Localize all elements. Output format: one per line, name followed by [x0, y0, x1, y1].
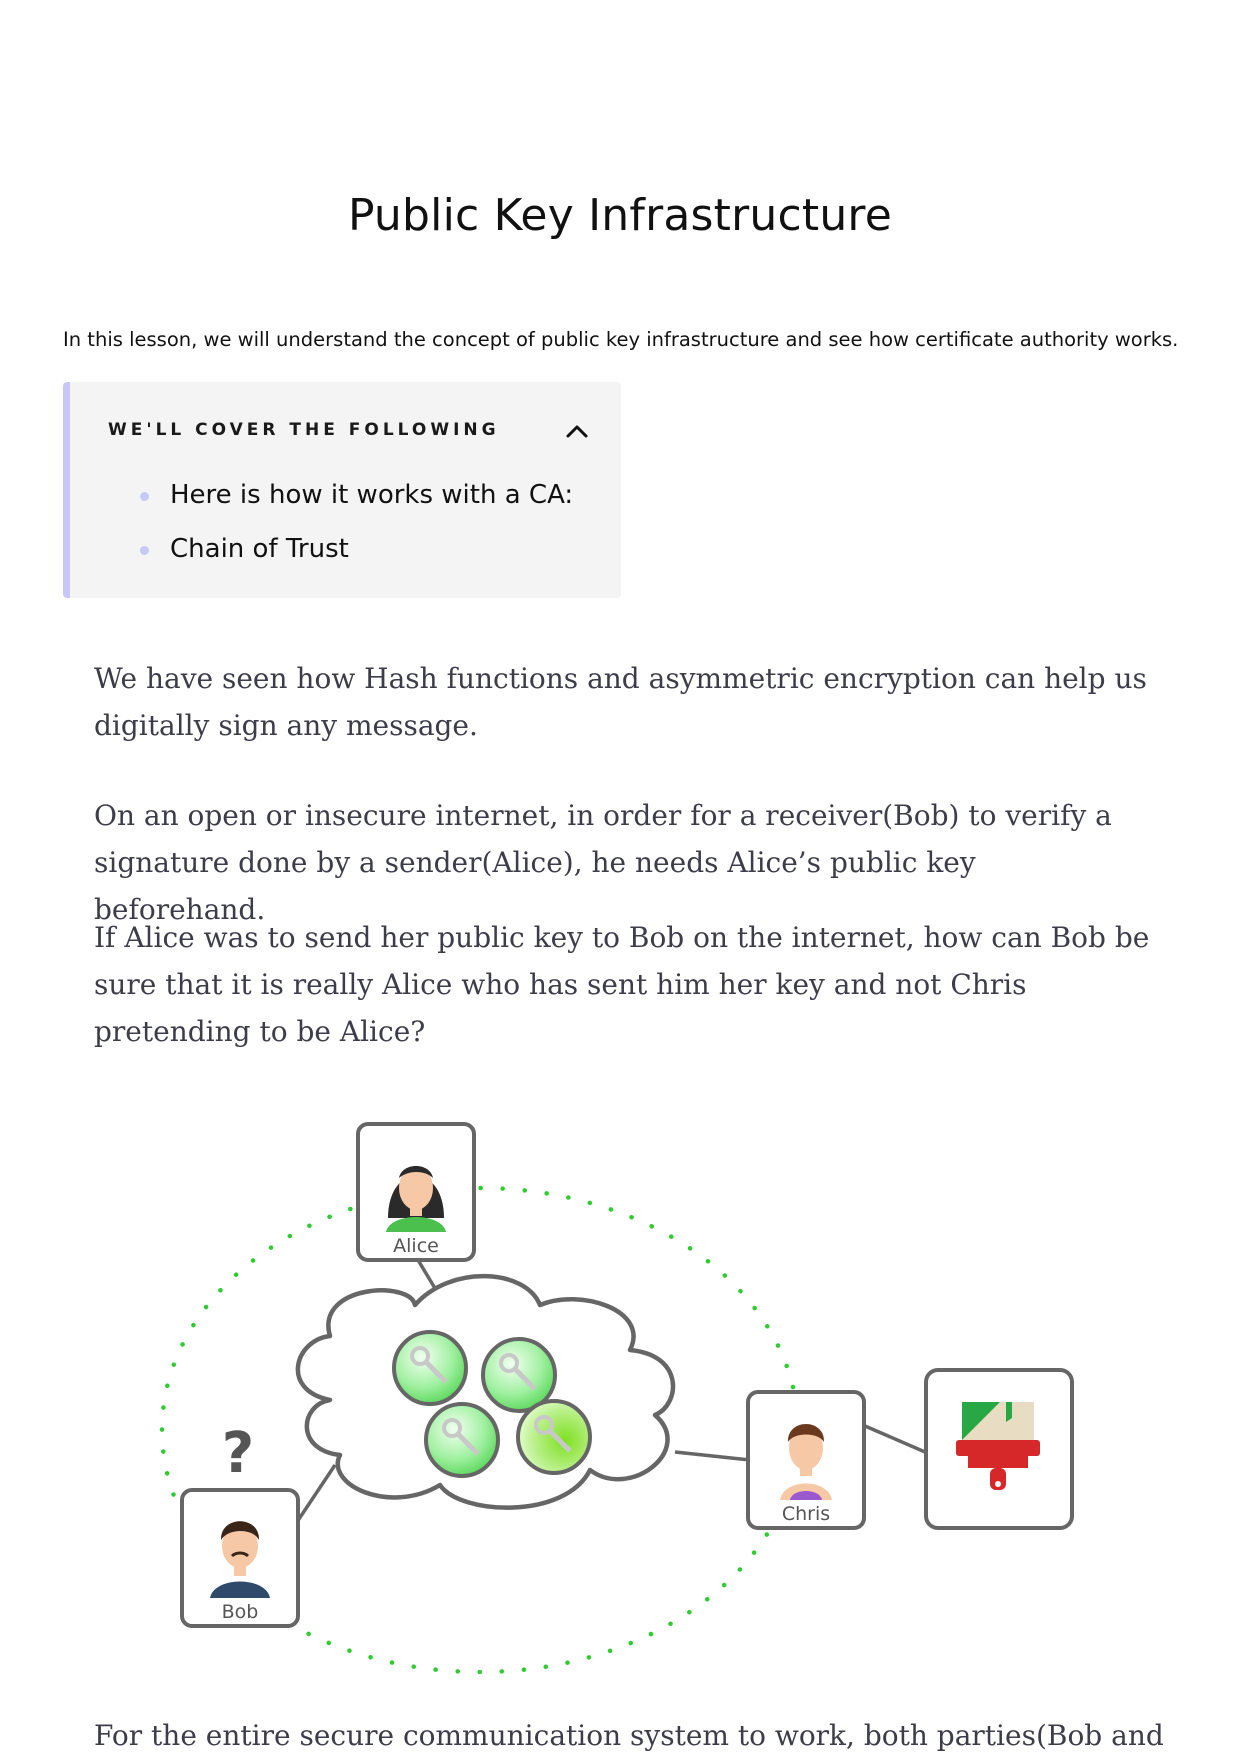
toc-list: [170, 468, 573, 576]
chevron-up-icon: [564, 420, 590, 442]
toc-item-label: Chain of Trust: [170, 534, 349, 564]
page-title: Public Key Infrastructure: [347, 190, 893, 241]
lesson-intro: In this lesson, we will understand the concept of public key infrastructure and see how certificate authority works.: [63, 328, 1179, 351]
paragraph-communication: For the entire secure communication system to work, both parties(Bob and: [94, 1719, 1164, 1752]
bob-node: [182, 1490, 298, 1626]
key-icon: [426, 1404, 498, 1476]
collapse-toggle-button[interactable]: [564, 420, 590, 442]
paragraph-open-internet: On an open or insecure internet, in order for a receiver(Bob) to verify a signature done by a sender(Alice), he needs Alice’s public key beforehand.: [94, 799, 1112, 926]
question-mark: ?: [221, 1421, 255, 1486]
connector-chris-brush: [865, 1426, 925, 1452]
pki-diagram: [150, 1100, 1090, 1680]
bullet-icon: [140, 546, 149, 555]
toc-header: WE'LL COVER THE FOLLOWING: [108, 420, 500, 440]
toc-item-label: Here is how it works with a CA:: [170, 480, 574, 510]
connector-bob-cloud: [295, 1465, 335, 1525]
alice-label: Alice: [393, 1235, 439, 1257]
bullet-icon: [140, 492, 149, 501]
toc-item-how-it-works[interactable]: [170, 468, 573, 522]
paragraph-intro: We have seen how Hash functions and asymmetric encryption can help us digitally sign any message.: [94, 662, 1147, 742]
chris-label: Chris: [781, 1503, 831, 1525]
key-icon: [394, 1332, 466, 1404]
alice-node: [358, 1124, 474, 1260]
key-icon: [483, 1339, 555, 1411]
toc-panel: [63, 382, 621, 598]
chris-node: [748, 1392, 864, 1528]
paragraph-question: If Alice was to send her public key to Bob on the internet, how can Bob be sure that it is really Alice who has sent him her key and not Chris pretending to be Alice?: [94, 921, 1150, 1048]
brush-node: [926, 1370, 1072, 1528]
bob-label: Bob: [221, 1601, 259, 1623]
toc-item-chain-of-trust[interactable]: [170, 522, 573, 576]
key-icon: [518, 1401, 590, 1473]
connector-cloud-chris: [675, 1452, 750, 1460]
diagram-svg: [150, 1100, 1090, 1680]
